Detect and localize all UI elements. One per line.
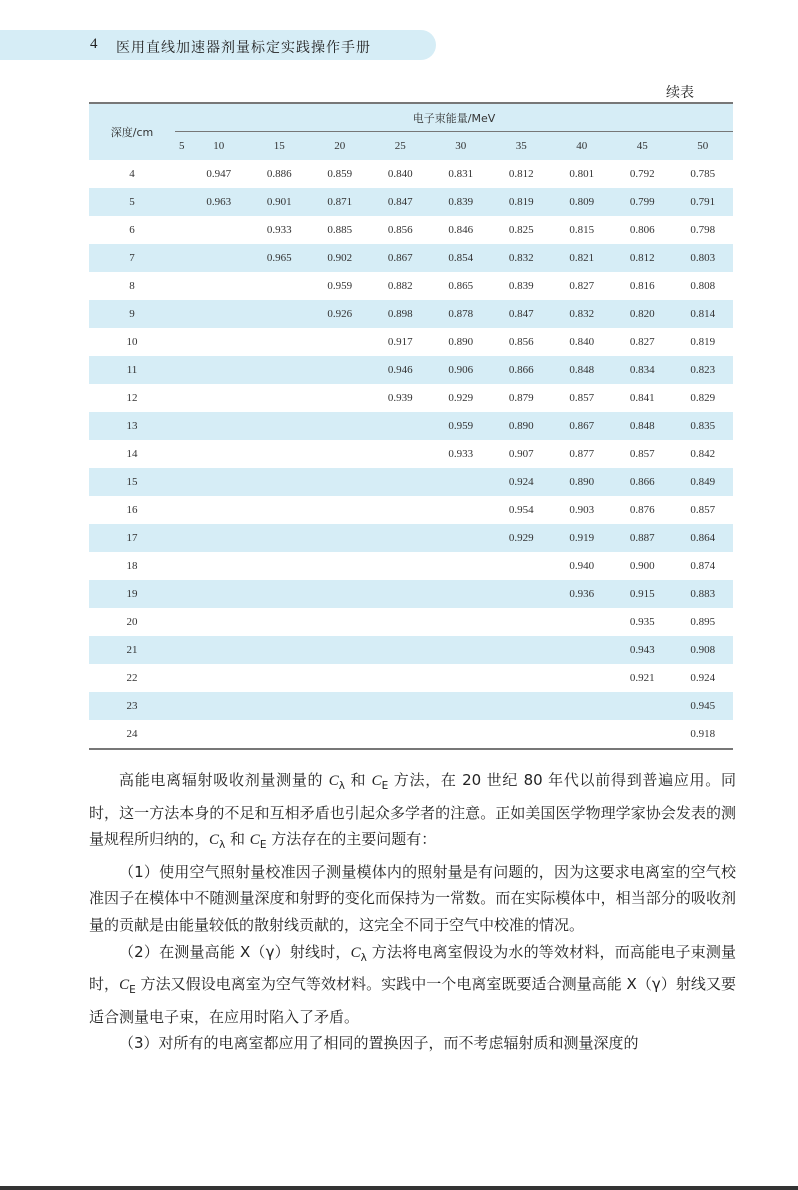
value-cell [249, 440, 310, 468]
value-cell: 0.871 [309, 188, 370, 216]
table-row [89, 552, 733, 580]
table-row [89, 496, 733, 524]
value-cell: 0.799 [612, 188, 673, 216]
value-cell: 0.959 [327, 280, 353, 292]
depth-cell: 16 [126, 504, 138, 516]
table-row [89, 412, 733, 440]
value-cell: 0.946 [370, 356, 431, 384]
value-cell: 0.898 [370, 300, 431, 328]
value-cell [309, 412, 370, 440]
value-cell [491, 608, 552, 636]
value-cell [249, 356, 310, 384]
value-cell [188, 244, 249, 272]
value-cell: 0.877 [569, 448, 595, 460]
value-cell: 0.890 [448, 336, 474, 348]
displacement-factor-table [89, 102, 733, 750]
depth-cell: 14 [126, 448, 138, 460]
value-cell [551, 664, 612, 692]
value-cell [188, 524, 249, 552]
value-cell [249, 608, 310, 636]
table-row [89, 188, 733, 216]
value-cell: 0.839 [430, 188, 491, 216]
value-cell: 0.901 [249, 188, 310, 216]
value-cell [491, 552, 552, 580]
value-cell: 0.963 [188, 188, 249, 216]
value-cell [370, 468, 431, 496]
depth-column-header: 深度/cm [89, 103, 175, 160]
table-row [89, 608, 733, 636]
value-cell: 0.829 [690, 392, 716, 404]
value-cell [551, 692, 612, 720]
value-cell [370, 412, 431, 440]
value-cell [188, 440, 249, 468]
table-row [89, 720, 733, 749]
value-cell: 0.895 [690, 616, 716, 628]
value-cell: 0.874 [690, 560, 716, 572]
value-cell [249, 692, 310, 720]
value-cell [175, 692, 188, 720]
value-cell [551, 720, 612, 749]
value-cell: 0.926 [309, 300, 370, 328]
value-cell [370, 636, 431, 664]
value-cell: 0.917 [387, 336, 413, 348]
value-cell: 0.865 [448, 280, 474, 292]
value-cell [370, 552, 431, 580]
value-cell [175, 384, 188, 412]
value-cell: 0.929 [491, 524, 552, 552]
depth-cell: 19 [89, 580, 175, 608]
value-cell: 0.924 [690, 672, 716, 684]
depth-cell: 5 [89, 188, 175, 216]
value-cell: 0.864 [672, 524, 733, 552]
value-cell [491, 636, 552, 664]
value-cell: 0.867 [551, 412, 612, 440]
value-cell: 0.890 [551, 468, 612, 496]
value-cell [430, 580, 491, 608]
value-cell [188, 636, 249, 664]
value-cell [309, 692, 370, 720]
value-cell [491, 664, 552, 692]
value-cell: 0.827 [569, 280, 595, 292]
energy-header-cell: 30 [430, 132, 491, 160]
value-cell: 0.842 [690, 448, 716, 460]
value-cell: 0.883 [672, 580, 733, 608]
value-cell [249, 720, 310, 749]
value-cell [370, 608, 431, 636]
value-cell [188, 468, 249, 496]
value-cell [188, 356, 249, 384]
value-cell: 0.918 [690, 728, 716, 740]
table-row [89, 524, 733, 552]
value-cell [249, 496, 310, 524]
value-cell: 0.857 [629, 448, 655, 460]
value-cell [309, 356, 370, 384]
value-cell: 0.803 [672, 244, 733, 272]
value-cell: 0.876 [629, 504, 655, 516]
energy-header-cell: 25 [370, 132, 431, 160]
value-cell: 0.882 [387, 280, 413, 292]
energy-header-cell: 5 [175, 132, 188, 160]
value-cell: 0.947 [206, 168, 232, 180]
value-cell [188, 216, 249, 244]
value-cell [612, 720, 673, 749]
value-cell [491, 692, 552, 720]
value-cell [491, 580, 552, 608]
table-row [89, 328, 733, 356]
value-cell [175, 636, 188, 664]
energy-header-cell: 10 [188, 132, 249, 160]
paragraph-issue-3: （3）对所有的电离室都应用了相同的置换因子，而不考虑辐射质和测量深度的 [119, 1034, 639, 1053]
value-cell [309, 664, 370, 692]
value-cell: 0.819 [690, 336, 716, 348]
value-cell: 0.857 [569, 392, 595, 404]
value-cell: 0.832 [491, 244, 552, 272]
value-cell [612, 692, 673, 720]
value-cell [551, 636, 612, 664]
value-cell: 0.859 [327, 168, 353, 180]
depth-cell: 9 [89, 300, 175, 328]
value-cell [175, 524, 188, 552]
value-cell [188, 664, 249, 692]
value-cell: 0.816 [629, 280, 655, 292]
value-cell: 0.856 [508, 336, 534, 348]
energy-header-cell: 40 [551, 132, 612, 160]
table-row [89, 244, 733, 272]
depth-cell: 10 [126, 336, 138, 348]
value-cell [175, 468, 188, 496]
value-cell: 0.847 [370, 188, 431, 216]
value-cell [175, 580, 188, 608]
value-cell: 0.827 [629, 336, 655, 348]
value-cell: 0.965 [249, 244, 310, 272]
value-cell [188, 384, 249, 412]
value-cell [188, 608, 249, 636]
depth-cell: 21 [89, 636, 175, 664]
table-row [89, 580, 733, 608]
value-cell: 0.848 [612, 412, 673, 440]
value-cell: 0.798 [690, 224, 716, 236]
value-cell [309, 580, 370, 608]
table-row [89, 272, 733, 300]
value-cell [249, 328, 310, 356]
value-cell: 0.821 [551, 244, 612, 272]
value-cell [249, 524, 310, 552]
value-cell: 0.924 [491, 468, 552, 496]
value-cell [309, 720, 370, 749]
table-row [89, 216, 733, 244]
depth-cell: 13 [89, 412, 175, 440]
value-cell: 0.791 [672, 188, 733, 216]
energy-header-cell: 20 [309, 132, 370, 160]
value-cell [430, 608, 491, 636]
depth-cell: 6 [129, 224, 135, 236]
value-cell [175, 272, 188, 300]
value-cell [175, 412, 188, 440]
value-cell [188, 580, 249, 608]
depth-cell: 11 [89, 356, 175, 384]
value-cell: 0.808 [690, 280, 716, 292]
book-title: 医用直线加速器剂量标定实践操作手册 [116, 40, 371, 56]
value-cell [249, 300, 310, 328]
value-cell [249, 272, 310, 300]
table-row [89, 664, 733, 692]
value-cell [175, 664, 188, 692]
value-cell [551, 608, 612, 636]
value-cell: 0.902 [309, 244, 370, 272]
value-cell: 0.921 [629, 672, 655, 684]
value-cell: 0.908 [672, 636, 733, 664]
value-cell [188, 272, 249, 300]
value-cell: 0.849 [672, 468, 733, 496]
value-cell: 0.929 [448, 392, 474, 404]
value-cell: 0.933 [448, 448, 474, 460]
value-cell: 0.945 [672, 692, 733, 720]
table-row [89, 636, 733, 664]
value-cell: 0.954 [508, 504, 534, 516]
depth-cell: 15 [89, 468, 175, 496]
depth-cell: 22 [126, 672, 138, 684]
depth-cell: 23 [89, 692, 175, 720]
value-cell: 0.831 [448, 168, 474, 180]
value-cell [175, 356, 188, 384]
energy-header-cell: 50 [672, 132, 733, 160]
value-cell [188, 552, 249, 580]
value-cell [430, 496, 491, 524]
value-cell [188, 720, 249, 749]
value-cell: 0.887 [612, 524, 673, 552]
table-row [89, 356, 733, 384]
value-cell: 0.900 [629, 560, 655, 572]
energy-header-cell: 35 [491, 132, 552, 160]
value-cell [175, 720, 188, 749]
value-cell: 0.940 [569, 560, 595, 572]
value-cell: 0.840 [387, 168, 413, 180]
value-cell: 0.834 [612, 356, 673, 384]
value-cell [249, 580, 310, 608]
value-cell: 0.906 [430, 356, 491, 384]
value-cell [370, 496, 431, 524]
value-cell: 0.878 [430, 300, 491, 328]
value-cell: 0.959 [430, 412, 491, 440]
value-cell: 0.840 [569, 336, 595, 348]
value-cell: 0.846 [448, 224, 474, 236]
value-cell [188, 412, 249, 440]
paragraph-intro: 高能电离辐射吸收剂量测量的 $C_\lambda$ 和 $C_E$ 方法，在 20 世纪 80 年代以前得到普遍应用。同时，这一方法本身的不足和互相矛盾也引起众多学者的注意。正如美国医学物理学家协会发表的测量规程所归纳的，$C_\lambda$ 和 $C_E$ 方法存在的主要问题有： [89, 771, 736, 852]
value-cell [175, 552, 188, 580]
page-number: 4 [90, 36, 98, 52]
value-cell [188, 692, 249, 720]
value-cell: 0.867 [370, 244, 431, 272]
value-cell [175, 188, 188, 216]
footer-rule [0, 1186, 798, 1190]
value-cell [188, 300, 249, 328]
value-cell: 0.819 [491, 188, 552, 216]
depth-cell: 4 [129, 168, 135, 180]
depth-cell: 17 [89, 524, 175, 552]
value-cell [175, 608, 188, 636]
value-cell [370, 664, 431, 692]
paragraph-issue-2: （2）在测量高能 X（γ）射线时，$C_\lambda$ 方法将电离室假设为水的等效材料，而高能电子束测量时，$C_E$ 方法又假设电离室为空气等效材料。实践中一个电离室既要适合测量高能 X（γ）射线又要适合测量电子束，在应用时陷入了矛盾。 [89, 942, 736, 1026]
value-cell: 0.866 [491, 356, 552, 384]
body-text [89, 767, 736, 1057]
value-cell: 0.879 [508, 392, 534, 404]
value-cell [491, 720, 552, 749]
value-cell: 0.835 [672, 412, 733, 440]
value-cell [430, 692, 491, 720]
value-cell [249, 664, 310, 692]
value-cell [430, 636, 491, 664]
value-cell: 0.820 [612, 300, 673, 328]
value-cell: 0.812 [612, 244, 673, 272]
value-cell [175, 440, 188, 468]
value-cell [309, 524, 370, 552]
value-cell: 0.856 [387, 224, 413, 236]
table-row [89, 692, 733, 720]
value-cell: 0.785 [690, 168, 716, 180]
value-cell [175, 244, 188, 272]
value-cell: 0.848 [551, 356, 612, 384]
value-cell: 0.825 [508, 224, 534, 236]
value-cell [175, 328, 188, 356]
value-cell [175, 160, 188, 188]
value-cell: 0.809 [551, 188, 612, 216]
value-cell: 0.933 [266, 224, 292, 236]
table-row [89, 160, 733, 188]
value-cell: 0.832 [551, 300, 612, 328]
value-cell [249, 412, 310, 440]
value-cell: 0.812 [508, 168, 534, 180]
value-cell [188, 496, 249, 524]
value-cell: 0.939 [387, 392, 413, 404]
value-cell [430, 720, 491, 749]
table-row [89, 440, 733, 468]
value-cell: 0.823 [672, 356, 733, 384]
value-cell [430, 552, 491, 580]
value-cell [430, 664, 491, 692]
energy-column-header: 电子束能量/MeV [175, 105, 733, 132]
value-cell [309, 636, 370, 664]
value-cell [370, 720, 431, 749]
value-cell [309, 608, 370, 636]
value-cell [370, 440, 431, 468]
value-cell [188, 328, 249, 356]
value-cell [175, 216, 188, 244]
value-cell [370, 580, 431, 608]
value-cell [249, 552, 310, 580]
value-cell: 0.854 [430, 244, 491, 272]
value-cell: 0.903 [569, 504, 595, 516]
value-cell: 0.857 [690, 504, 716, 516]
value-cell [249, 636, 310, 664]
paragraph-issue-1: （1）使用空气照射量校准因子测量模体内的照射量是有问题的，因为这要求电离室的空气校准因子在模体中不随测量深度和射野的变化而保持为一常数。而在实际模体中，相当部分的吸收剂量的贡献是由能量较低的散射线贡献的，这完全不同于空气中校准的情况。 [89, 862, 736, 934]
value-cell [430, 524, 491, 552]
value-cell: 0.815 [569, 224, 595, 236]
value-cell [309, 552, 370, 580]
running-header [0, 30, 436, 60]
value-cell: 0.847 [491, 300, 552, 328]
value-cell: 0.907 [508, 448, 534, 460]
value-cell: 0.885 [327, 224, 353, 236]
depth-cell: 20 [126, 616, 138, 628]
table-row [89, 468, 733, 496]
value-cell [309, 384, 370, 412]
depth-cell: 24 [126, 728, 138, 740]
value-cell [370, 692, 431, 720]
value-cell: 0.886 [266, 168, 292, 180]
value-cell: 0.935 [629, 616, 655, 628]
value-cell: 0.919 [551, 524, 612, 552]
value-cell: 0.915 [612, 580, 673, 608]
depth-cell: 8 [129, 280, 135, 292]
value-cell [249, 384, 310, 412]
value-cell [309, 468, 370, 496]
table-continued-label: 续表 [666, 85, 694, 101]
value-cell [430, 468, 491, 496]
value-cell: 0.936 [551, 580, 612, 608]
value-cell: 0.814 [672, 300, 733, 328]
depth-cell: 7 [89, 244, 175, 272]
depth-cell: 12 [126, 392, 138, 404]
value-cell: 0.839 [508, 280, 534, 292]
energy-header-cell: 45 [612, 132, 673, 160]
table-row [89, 384, 733, 412]
value-cell: 0.866 [612, 468, 673, 496]
value-cell [175, 496, 188, 524]
value-cell: 0.801 [569, 168, 595, 180]
energy-header-cell: 15 [249, 132, 310, 160]
value-cell: 0.943 [612, 636, 673, 664]
value-cell [309, 440, 370, 468]
table-row [89, 300, 733, 328]
value-cell [249, 468, 310, 496]
value-cell: 0.792 [629, 168, 655, 180]
depth-cell: 18 [126, 560, 138, 572]
value-cell: 0.806 [629, 224, 655, 236]
value-cell [309, 328, 370, 356]
value-cell: 0.890 [491, 412, 552, 440]
value-cell [175, 300, 188, 328]
value-cell [309, 496, 370, 524]
value-cell [370, 524, 431, 552]
value-cell: 0.841 [629, 392, 655, 404]
